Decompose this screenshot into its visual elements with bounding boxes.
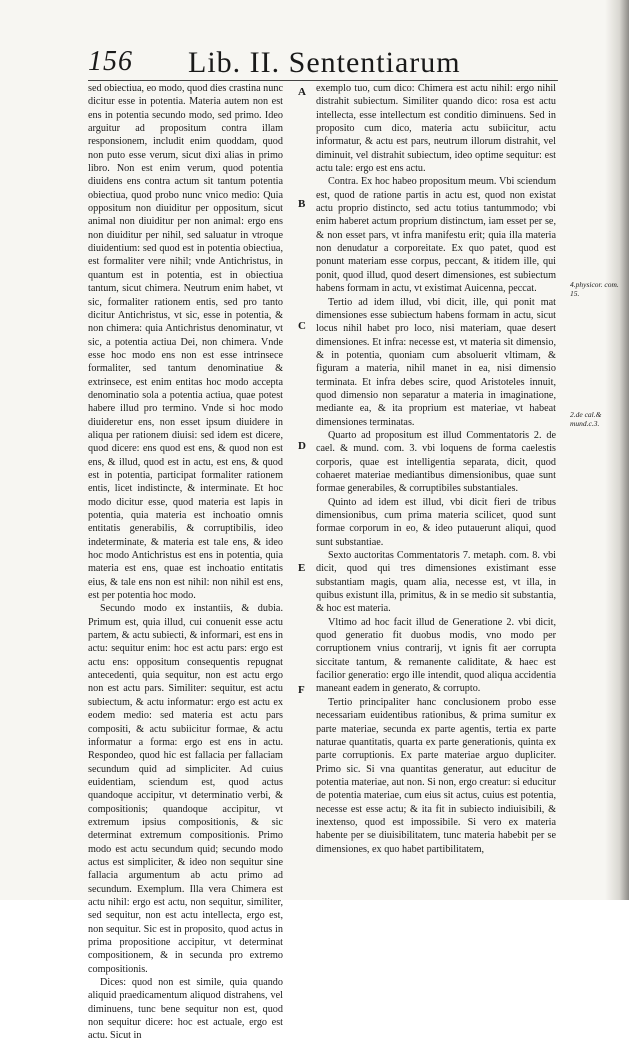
right-paragraph-7: Vltimo ad hoc facit illud de Generatione 2. vbi dicit, quod generatio fit duobus modis, vno modo per corruptionem vnius contrarij, vt ignis fit aer corrupta siccitate tantum, & remanente caliditate, & haec est facilior generatio: ergo ille intendit, quod aliqua accidentia maneant eadem in generato, & corrupto. [316, 616, 556, 695]
right-paragraph-3: Tertio ad idem illud, vbi dicit, ille, qui ponit mat dimensiones esse subiectum habens formam in actu, sicut locus nihil habet pro loco, nisi materiam, quae desert dimensiones. Et infra: necesse est, vt materia sit dimensio, & in potentia, quoniam cum absoluerit vltimam, & figuram a materia, nihil manet in ea, nisi dimensio terminata. Et infra debes scire, quod Aristoteles innuit, quod dimensio non separatur a materia in imaginatione, mediante ea, & ita proprium est materiae, vt habeat dimensiones terminatas. [316, 296, 556, 428]
left-paragraph-2: Secundo modo ex instantiis, & dubia. Primum est, quia illud, cui conuenit esse actu partem, & actu subiecti, & informari, est ens in actu: sequitur enim: hoc est actu pars: ergo est actu ens: oppositum consequentis repugnat antecedenti, quia sequitur, non est actu ergo non est actu pars. Similiter: sequitur, est actu subiectum, & actu informatur: ergo est actu ex eodem medio: sed materia est actu pars compositi, & actu subiicitur formae, & actu informatur a forma: ergo est ens in actu. Respondeo, quod hic est fallacia per fallaciam secundum quid ad simpliciter. Ad cuius euidentiam, sciendum est, quod actus quandoque accipitur, vt determinatio verbi, & compositionis; quandoque accipitur, vt extremum ipsius compositionis, & sic determinat extremum compositionis. Primo modo est actu secundum quid; secundo modo actus est simpliciter, & ideo non sequitur sine fallacia argumentum ab actu primo ad secundum. Exemplum. Illa vera Chimera est actu nihil: ergo est actu, non sequitur, similiter, sed sequitur, non est actu intellecta, ergo est, non sequitur. Sic est in proposito, quod actus in prima propositione accipitur, vt determinat compositionem, & in secunda pro extremo compositionis. [88, 603, 283, 975]
left-paragraph-3: Dices: quod non est simile, quia quando aliquid praedicamentum aliquod distrahens, vel diminuens, tunc bene sequitur non est, quod non sequitur dicere: hoc est actuale, ergo est actu. Sicut in [88, 977, 283, 1042]
right-paragraph-2: Contra. Ex hoc habeo propositum meum. Vbi sciendum est, quod de ratione partis in actu est, quod non existat actu proprio distincto, sed actu totius tantummodo; vbi enim haberet actum proprium distinctum, iam esset per se, & non esset pars, vt infra manifestu erit; quia illa materia non denudatur a corporeitate. Ex quo patet, quod est ponunt materiam esse corpus, peccant, & itidem ille, qui ponit, quod illud, quod desert dimensiones, est subiectum habens formam in actu, vt existimat Auicenna, peccat. [316, 176, 556, 295]
page-number: 156 [88, 46, 133, 77]
right-paragraph-5: Quinto ad idem est illud, vbi dicit fieri de tribus dimensionibus, cum prima materia scilicet, quod sunt formae corporum in eo, & ideo putauerunt aliqui, quod sunt substantiae. [316, 496, 556, 548]
right-paragraph-1: exemplo tuo, cum dico: Chimera est actu nihil: ergo nihil distrahit subiectum. Similiter quando dico: rosa est actu intellecta, esse intellectum est conditio diminuens. Sed in proposito cum dico, materia actu subiicitur, actu informatur, & actu est pars, neutrum illorum distrahit, vel diminuit, vel distrahit subiectum, ideo optime sequitur: est actu tale: ergo est ens actu. [316, 83, 556, 175]
page-header [88, 46, 558, 79]
left-column [88, 82, 283, 1043]
running-title: Lib. II. Sententiarum [188, 46, 461, 79]
right-column [316, 82, 556, 856]
section-letter-e: E [298, 562, 306, 574]
margin-note-de-caelo: 2.de cal.& mund.c.3. [570, 410, 602, 428]
section-letter-b: B [298, 198, 306, 210]
section-letter-d: D [298, 440, 306, 452]
section-letter-a: A [298, 86, 306, 98]
right-paragraph-4: Quarto ad propositum est illud Commentatoris 2. de cael. & mund. com. 3. vbi loquens de forma caelestis corporis, quae est intelligentia separata, dicit, quod cohaeret materiae mediantibus dimensionibus, quae sunt formae generabiles, & corruptibiles substantiales. [316, 429, 556, 495]
section-letter-c: C [298, 320, 306, 332]
margin-note-physics: 4.physicor. com. 15. [570, 280, 619, 298]
right-paragraph-8: Tertio principaliter hanc conclusionem probo esse necessariam euidentibus rationibus, & prima sumitur ex parte materiae, secunda ex parte agentis, tertia ex parte naturae quantitatis, quarta ex parte generationis, quinta ex parte corruptionis. Ex parte materiae arguo dupliciter. Primo sic. Si vna quantitas generatur, aut educitur de potentia materiae, aut non. Si non, ergo creatur: si educitur de potentia materiae, cum eius sit actus, cuius est potentia, necesse est esse actu; & ita fit in subiecto indiuisibili, & inextenso, quod est impossibile. Si vero ex materia habente per se diuisibilitatem, tunc materia habebit per se dimensiones, ex quo habet partibilitatem, [316, 696, 556, 855]
header-rule [88, 80, 558, 81]
section-letter-f: F [298, 684, 305, 696]
left-paragraph-1: sed obiectiua, eo modo, quod dies crastina nunc dicitur esse in potentia. Materia autem non est ens in potentia secundo modo, sed primo. Ideo arguitur ad propositum contra illam responsionem, includit enim quoddam, quod non puto esse verum, sicut dixi alias in primo libro. Non est enim verum, quod potentia diuidens ens contra actum sit tantum potentia obiectiua, quod probo nunc vnico medio: Quia oppositum non diuiditur per oppositum, sicut animal non diuiditur per non animal: ergo ens non diuiditur per nihil, sed saluatur in vtroque diuidentium: sed quod est in potentia obiectiua, est formaliter vere nihil; vnde Antichristus, in quantum est in potentia, est in obiectiua tantum, sicut chimera. Neutrum enim habet, vt sic, formaliter rationem entis, sed pro tanto dicitur Antichristus, vt sic, esse in potentia, & non chimera: quia Antichristus denominatur, vt sic, a potentia actiua Dei, non chimera. Vnde esse hoc modo ens non est esse intrinsece formaliter, sed tantum denominatiue & extrinsece, est enim entitas hoc modo accepta denominatio sola a potentia actiua, quae potest habere illud pro termino. Vnde si hoc modo diuideretur ens, non esset ipsum diuidere in aliqua per rationem diuisi: sed idem est dicere, quod dicere: ens quod est ens, & quod non est ens, & illud, quod est in actu, est ens, & quod est in potentia, participat formaliter rationem entis, licet indistincte, & interminate. Et hoc modo dicitur esse, quod materia est lapis in potentia, quia materia est inchoatio omnis entitatis generabilis, & corruptibilis, ideo indeterminate, & materia est tale ens, & ideo hoc modo Antichristus est ens in potentia, quia materia est ens, quae est inchoatio entitatis eius, & tale ens non est nihil: non nihil est ens, est per potentia hoc modo. [88, 83, 283, 602]
page-edge-shadow [605, 0, 629, 900]
right-paragraph-6: Sexto auctoritas Commentatoris 7. metaph. com. 8. vbi dicit, quod qui tres dimensiones existimant esse substantiam magis, quam alia, necesse est, vt illa, in quibus existunt illa, primitus, & in se medio sit substantia, & hoc est materia. [316, 550, 556, 615]
